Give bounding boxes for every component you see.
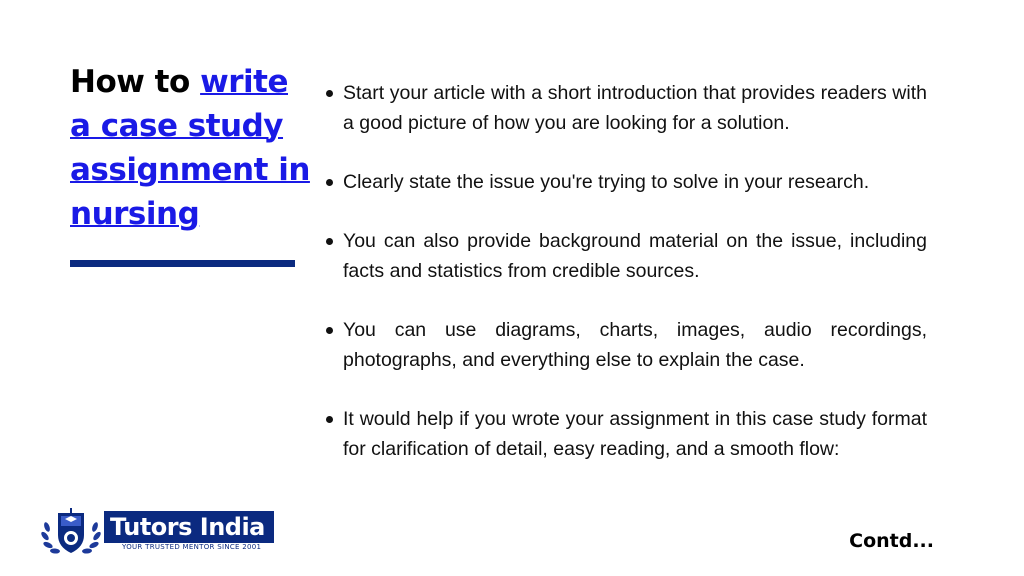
title-underline-bar: [70, 260, 295, 267]
bullet-item: You can also provide background material on the issue, including facts and statistics from credible sources.: [322, 226, 927, 286]
title-link[interactable]: write a case study assignment in nursing: [70, 64, 310, 232]
brand-name: Tutors India: [104, 511, 274, 543]
bullet-item: You can use diagrams, charts, images, audio recordings, photographs, and everything else to explain the case.: [322, 315, 927, 375]
title-prefix: How to: [70, 64, 201, 100]
bullet-item: Start your article with a short introduction that provides readers with a good picture of how you are looking for a solution.: [322, 78, 927, 138]
brand-logo: [38, 505, 278, 557]
bullet-item: It would help if you wrote your assignment in this case study format for clarification of detail, easy reading, and a smooth flow:: [322, 404, 927, 464]
continued-label: Contd...: [849, 530, 934, 552]
bullet-list: [322, 78, 927, 493]
graduation-emblem-icon: [38, 505, 104, 557]
bullet-item: Clearly state the issue you're trying to solve in your research.: [322, 167, 927, 197]
brand-tagline: YOUR TRUSTED MENTOR SINCE 2001: [122, 543, 262, 551]
page-title: [70, 60, 310, 236]
